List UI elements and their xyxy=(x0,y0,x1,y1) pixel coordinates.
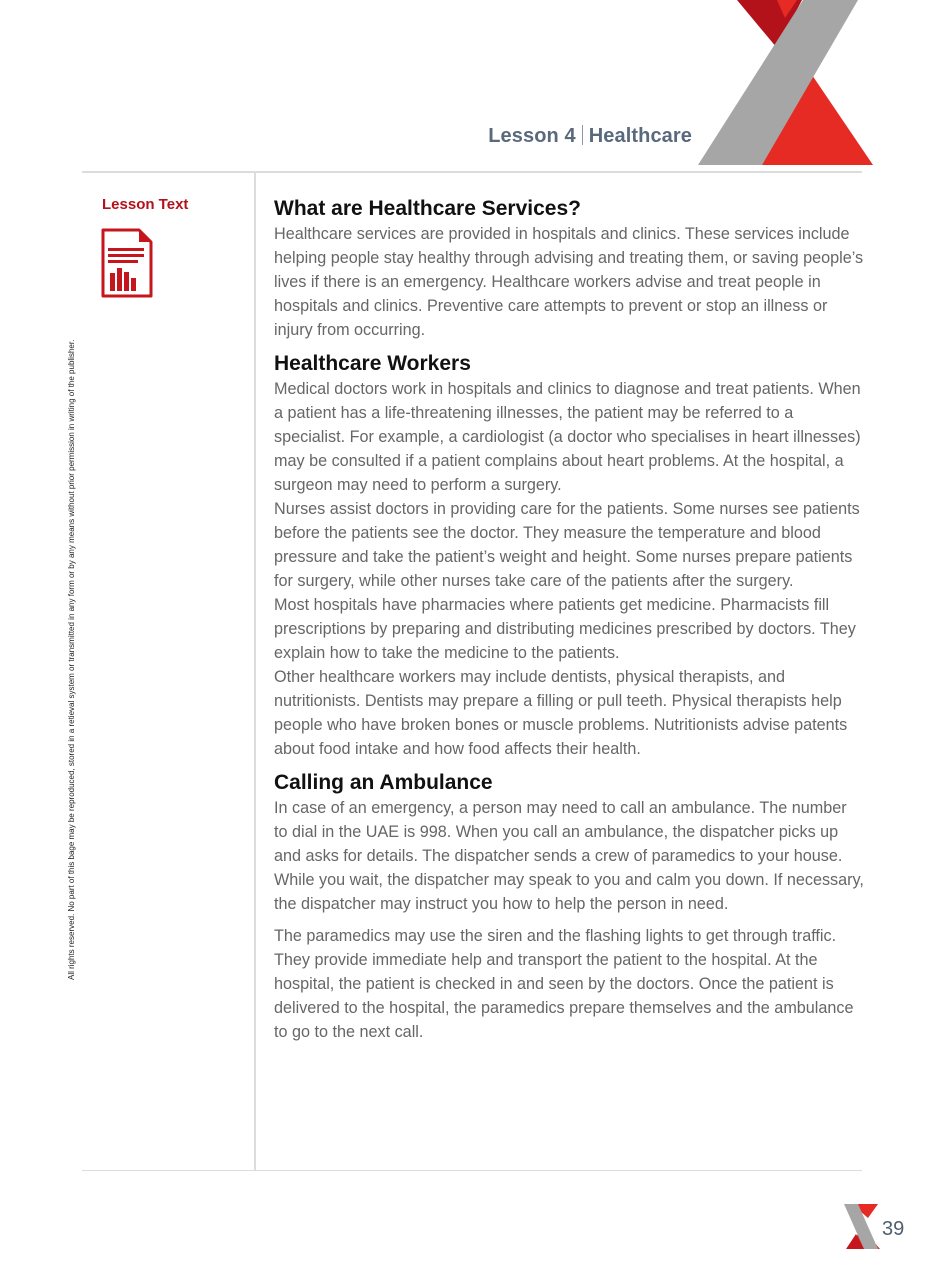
section-healthcare-workers xyxy=(274,351,864,761)
lesson-number: Lesson 4 xyxy=(488,125,576,147)
paragraph: Most hospitals have pharmacies where patients get medicine. Pharmacists fill prescriptions by preparing and distributing medicines prescribed by doctors. They explain how to take the medicine to the patients. xyxy=(274,596,856,662)
section-title: Calling an Ambulance xyxy=(274,771,493,794)
section-calling-ambulance xyxy=(274,770,864,1044)
lesson-topic: Healthcare xyxy=(588,125,692,147)
section-title: Healthcare Workers xyxy=(274,352,471,375)
lesson-content xyxy=(274,196,864,1053)
sidebar-label: Lesson Text xyxy=(102,196,189,213)
paragraph: Nurses assist doctors in providing care for the patients. Some nurses see patients before the patients see the doctor. They measure the temperature and blood pressure and take the patient’s weight and height. Some nurses prepare patients for surgery, while other nurses take care of the patients after the surgery. xyxy=(274,500,860,590)
paragraph-gap xyxy=(274,916,864,924)
lesson-header xyxy=(488,125,692,148)
paragraph: In case of an emergency, a person may need to call an ambulance. The number to dial in the UAE is 998. When you call an ambulance, the dispatcher picks up and asks for details. The dispatcher sends a crew of paramedics to your house. While you wait, the dispatcher may speak to you and calm you down. If necessary, the dispatcher may instruct you how to help the person in need. xyxy=(274,799,864,913)
footer-x-logo xyxy=(838,1204,882,1250)
paragraph: Medical doctors work in hospitals and clinics to diagnose and treat patients. When a patient has a life-threatening illnesses, the patient may be referred to a specialist. For example, a cardiologist (a doctor who specialises in heart illnesses) may be consulted if a patient complains about heart problems. At the hospital, a surgeon may need to perform a surgery. xyxy=(274,380,861,494)
brand-x-logo xyxy=(695,0,880,168)
top-rule xyxy=(82,171,862,173)
section-healthcare-services xyxy=(274,196,864,342)
paragraph: The paramedics may use the siren and the flashing lights to get through traffic. They provide immediate help and transport the patient to the hospital. At the hospital, the patient is checked in and seen by the doctors. Once the patient is delivered to the hospital, the paramedics prepare themselves and the ambulance to go to the next call. xyxy=(274,927,854,1041)
page-number: 39 xyxy=(882,1218,905,1240)
bottom-rule xyxy=(82,1170,862,1171)
paragraph: Healthcare services are provided in hospitals and clinics. These services include helping people stay healthy through advising and treating them, or saving people’s lives if there is an emergency. Healthcare workers advise and treat people in hospitals and clinics. Preventive care attempts to prevent or stop an illness or injury from occurring. xyxy=(274,225,864,339)
copyright-notice: All rights reserved. No part of this bage may be reproduced, stored in a retieval system or transmitted in any form or by any means without prior permission in writing of the publisher. xyxy=(67,339,76,980)
paragraph: Other healthcare workers may include dentists, physical therapists, and nutritionists. Dentists may prepare a filling or pull teeth. Physical therapists help people who have broken bones or muscle problems. Nutritionists advise patents about food intake and how food affects their health. xyxy=(274,668,848,758)
header-separator xyxy=(582,125,583,145)
column-divider xyxy=(254,172,256,1170)
document-chart-icon xyxy=(101,228,153,298)
section-title: What are Healthcare Services? xyxy=(274,197,581,220)
